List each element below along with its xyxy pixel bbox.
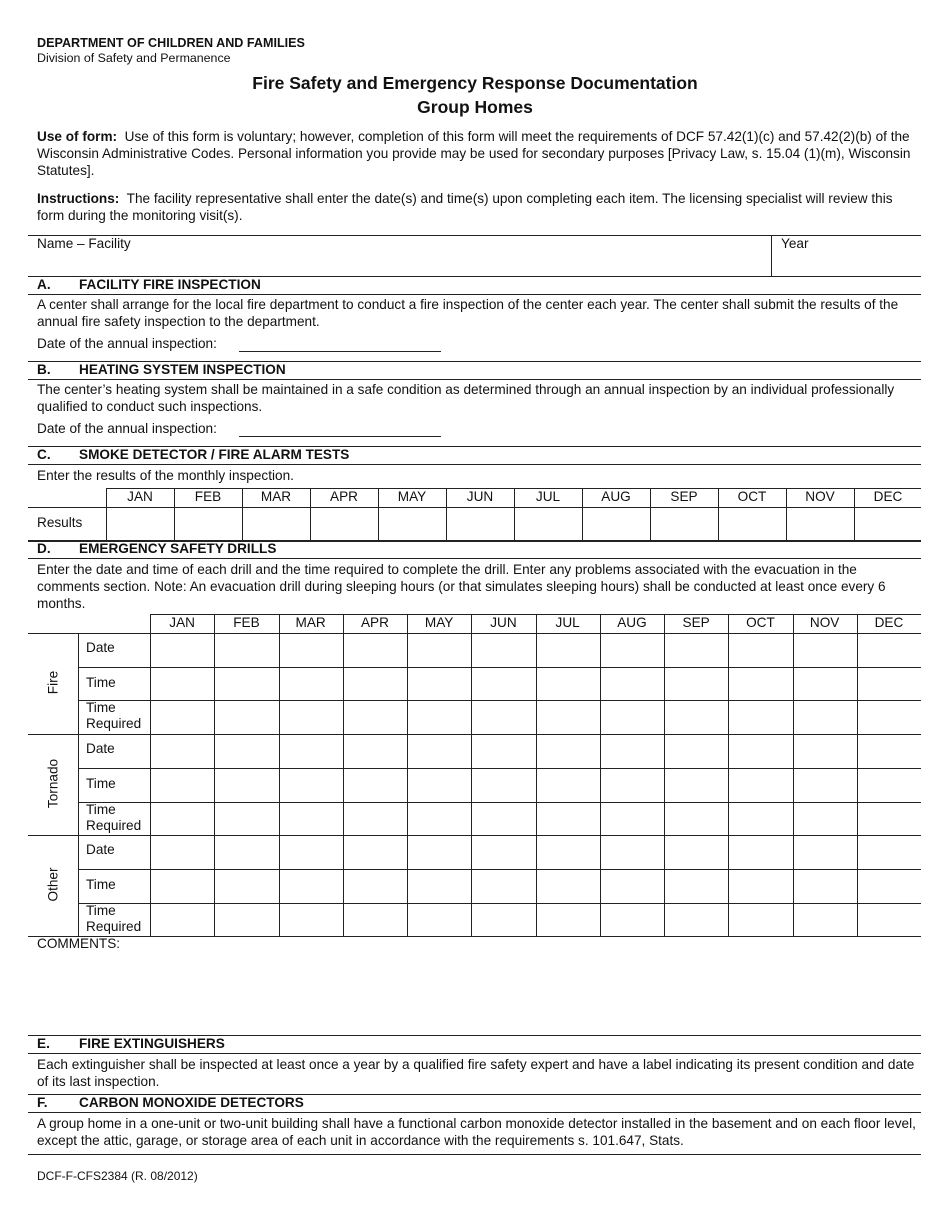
year-field[interactable]: Year: [781, 236, 809, 251]
section-a-bottom-rule: [28, 294, 921, 295]
section-d-text: Enter the date and time of each drill and the time required to complete the drill. Enter any problems associated with the evacuation in the comments section. Note: An evacuation drill during sleeping hours (or that simulates sleeping hours) shall be conducted at least once every 6 months.: [37, 562, 886, 611]
drill-cell-fire-jun[interactable]: [472, 701, 534, 733]
month-header-feb: FEB: [194, 489, 222, 504]
drill-cell-fire-mar[interactable]: [280, 701, 342, 733]
row-label-date: Date: [86, 741, 115, 757]
form-title: Fire Safety and Emergency Response Documentation: [252, 73, 698, 93]
drill-cell-tornado-dec[interactable]: [858, 769, 920, 801]
section-e-letter: E.: [37, 1036, 50, 1051]
section-e-title: FIRE EXTINGUISHERS: [79, 1036, 225, 1051]
drill-cell-other-mar[interactable]: [280, 904, 342, 936]
results-cell-nov[interactable]: [787, 508, 853, 539]
drill-cell-fire-jan[interactable]: [151, 701, 213, 733]
drill-cell-tornado-sep[interactable]: [665, 735, 727, 767]
drill-month-header-apr: APR: [360, 615, 389, 630]
section-a-date-label: Date of the annual inspection:: [37, 336, 217, 351]
drill-cell-fire-jul[interactable]: [537, 701, 599, 733]
section-b-title: HEATING SYSTEM INSPECTION: [79, 362, 286, 377]
drill-cell-fire-aug[interactable]: [601, 701, 663, 733]
results-cell-apr[interactable]: [311, 508, 377, 539]
drill-cell-other-jul[interactable]: [537, 870, 599, 902]
drill-cell-other-dec[interactable]: [858, 870, 920, 902]
table-d-rule: [28, 936, 921, 937]
section-f-title: CARBON MONOXIDE DETECTORS: [79, 1095, 304, 1110]
section-b-date-label: Date of the annual inspection:: [37, 421, 217, 436]
drill-cell-other-jul[interactable]: [537, 904, 599, 936]
row-label-date: Date: [86, 842, 115, 858]
use-of-form-paragraph: [37, 128, 917, 179]
group-label-fire: Fire: [45, 670, 61, 694]
drill-cell-other-apr[interactable]: [344, 870, 406, 902]
drill-cell-fire-apr[interactable]: [344, 668, 406, 700]
row-label-time: Time: [86, 876, 116, 892]
drill-cell-other-jan[interactable]: [151, 870, 213, 902]
drill-cell-fire-may[interactable]: [408, 668, 470, 700]
division-name: Division of Safety and Permanence: [37, 51, 231, 65]
drill-cell-other-feb[interactable]: [215, 904, 277, 936]
drill-month-header-jul: JUL: [555, 615, 580, 630]
drill-cell-tornado-aug[interactable]: [601, 735, 663, 767]
drill-cell-fire-mar[interactable]: [280, 668, 342, 700]
drill-cell-tornado-dec[interactable]: [858, 803, 920, 835]
month-header-sep: SEP: [670, 489, 698, 504]
section-e-bottom-rule: [28, 1053, 921, 1054]
name-facility-field[interactable]: Name – Facility: [37, 236, 131, 251]
drill-month-header-sep: SEP: [682, 615, 710, 630]
results-cell-may[interactable]: [379, 508, 445, 539]
drill-cell-tornado-mar[interactable]: [280, 803, 342, 835]
drill-cell-fire-jan[interactable]: [151, 668, 213, 700]
month-header-apr: APR: [330, 489, 358, 504]
section-b-bottom-rule: [28, 379, 921, 380]
drill-cell-fire-oct[interactable]: [729, 634, 791, 666]
results-cell-feb[interactable]: [175, 508, 241, 539]
results-cell-aug[interactable]: [583, 508, 649, 539]
drill-cell-tornado-oct[interactable]: [729, 803, 791, 835]
drill-cell-fire-dec[interactable]: [858, 668, 920, 700]
drill-month-header-may: MAY: [424, 615, 454, 630]
drill-cell-other-dec[interactable]: [858, 904, 920, 936]
drill-cell-fire-aug[interactable]: [601, 668, 663, 700]
table-d-col-rule: [78, 633, 79, 936]
drill-cell-tornado-apr[interactable]: [344, 803, 406, 835]
group-label-other: Other: [45, 867, 61, 902]
drill-cell-fire-apr[interactable]: [344, 634, 406, 666]
drill-cell-other-may[interactable]: [408, 870, 470, 902]
row-label-time-required: Time: [86, 902, 116, 918]
drill-cell-tornado-sep[interactable]: [665, 769, 727, 801]
section-e-text: Each extinguisher shall be inspected at least once a year by a qualified fire safety expert and have a label indicating its present condition and date of its last inspection.: [37, 1057, 915, 1089]
row-label-time: Time: [86, 775, 116, 791]
drill-cell-other-may[interactable]: [408, 904, 470, 936]
section-a-title: FACILITY FIRE INSPECTION: [79, 277, 261, 292]
section-f-text: A group home in a one-unit or two-unit building shall have a functional carbon monoxide detector installed in the basement and on each floor level, except the attic, garage, or storage area of each unit in accordance with the requirements s. 101.647, Stats.: [37, 1116, 916, 1148]
drill-cell-other-jun[interactable]: [472, 904, 534, 936]
drill-cell-other-feb[interactable]: [215, 870, 277, 902]
drill-cell-tornado-dec[interactable]: [858, 735, 920, 767]
drill-month-header-oct: OCT: [746, 615, 775, 630]
drill-cell-tornado-jun[interactable]: [472, 769, 534, 801]
instructions-paragraph: [37, 190, 917, 224]
drill-cell-other-nov[interactable]: [794, 870, 856, 902]
drill-cell-tornado-jun[interactable]: [472, 803, 534, 835]
results-cell-jun[interactable]: [447, 508, 513, 539]
drill-cell-other-oct[interactable]: [729, 836, 791, 868]
drill-cell-fire-dec[interactable]: [858, 701, 920, 733]
drill-cell-other-jun[interactable]: [472, 836, 534, 868]
drill-cell-fire-may[interactable]: [408, 701, 470, 733]
drill-cell-fire-nov[interactable]: [794, 701, 856, 733]
drill-cell-tornado-aug[interactable]: [601, 769, 663, 801]
section-d-letter: D.: [37, 541, 51, 556]
row-label-date: Date: [86, 640, 115, 655]
drill-cell-other-may[interactable]: [408, 836, 470, 868]
use-of-form-text: Use of this form is voluntary; however, completion of this form will meet the requirements of DCF 57.42(1)(c) and 57.42(2)(b) of the Wisconsin Administrative Codes. Personal information you provide may be used for secondary purposes [Privacy Law, s. 15.04 (1)(m), Wisconsin Statutes].: [37, 129, 911, 178]
form-subtitle: Group Homes: [417, 97, 533, 117]
results-row-label: Results: [37, 515, 83, 530]
drill-cell-tornado-mar[interactable]: [280, 769, 342, 801]
drill-cell-fire-aug[interactable]: [601, 634, 663, 666]
drill-cell-other-jan[interactable]: [151, 904, 213, 936]
section-b-date-input[interactable]: [239, 436, 441, 437]
section-c-text: Enter the results of the monthly inspection.: [37, 468, 294, 483]
instructions-label: Instructions:: [37, 191, 120, 206]
drill-cell-tornado-feb[interactable]: [215, 769, 277, 801]
month-header-jun: JUN: [466, 489, 494, 504]
drill-cell-fire-may[interactable]: [408, 634, 470, 666]
drill-cell-tornado-aug[interactable]: [601, 803, 663, 835]
drill-cell-other-mar[interactable]: [280, 870, 342, 902]
drill-month-header-aug: AUG: [617, 615, 647, 630]
drill-cell-fire-jul[interactable]: [537, 634, 599, 666]
drill-cell-tornado-jul[interactable]: [537, 803, 599, 835]
drill-cell-other-sep[interactable]: [665, 836, 727, 868]
row-label-time-required: Required: [86, 817, 142, 833]
results-cell-dec[interactable]: [855, 508, 921, 539]
section-c-title: SMOKE DETECTOR / FIRE ALARM TESTS: [79, 447, 350, 462]
drill-cell-fire-nov[interactable]: [794, 668, 856, 700]
results-cell-oct[interactable]: [719, 508, 785, 539]
results-cell-mar[interactable]: [243, 508, 309, 539]
drill-month-header-jun: JUN: [490, 615, 517, 630]
drill-month-header-mar: MAR: [295, 615, 326, 630]
results-cell-sep[interactable]: [651, 508, 717, 539]
drill-cell-fire-oct[interactable]: [729, 668, 791, 700]
drill-cell-tornado-oct[interactable]: [729, 735, 791, 767]
comments-label: COMMENTS:: [37, 936, 121, 951]
month-header-oct: OCT: [737, 489, 767, 504]
drill-cell-fire-sep[interactable]: [665, 701, 727, 733]
month-header-dec: DEC: [873, 489, 903, 504]
row-label-time-required: Required: [86, 918, 142, 934]
drill-cell-fire-feb[interactable]: [215, 668, 277, 700]
row-label-time-required: Time: [86, 801, 116, 817]
drill-cell-tornado-jan[interactable]: [151, 735, 213, 767]
month-header-mar: MAR: [260, 489, 292, 504]
drill-month-header-nov: NOV: [809, 615, 840, 630]
results-cell-jan[interactable]: [107, 508, 173, 539]
drill-cell-fire-jul[interactable]: [537, 668, 599, 700]
drill-cell-fire-jun[interactable]: [472, 668, 534, 700]
drill-cell-tornado-feb[interactable]: [215, 803, 277, 835]
drill-cell-tornado-nov[interactable]: [794, 769, 856, 801]
field-divider: [771, 235, 772, 276]
results-cell-jul[interactable]: [515, 508, 581, 539]
form-id: DCF-F-CFS2384 (R. 08/2012): [37, 1169, 198, 1183]
drill-cell-fire-jan[interactable]: [151, 634, 213, 666]
drill-cell-fire-mar[interactable]: [280, 634, 342, 666]
section-d-title: EMERGENCY SAFETY DRILLS: [79, 541, 277, 556]
section-f-letter: F.: [37, 1095, 48, 1110]
month-header-jul: JUL: [535, 489, 561, 504]
month-header-may: MAY: [397, 489, 427, 504]
drill-cell-other-aug[interactable]: [601, 870, 663, 902]
drill-cell-fire-feb[interactable]: [215, 701, 277, 733]
drill-cell-tornado-oct[interactable]: [729, 769, 791, 801]
drill-cell-tornado-apr[interactable]: [344, 735, 406, 767]
drill-month-header-dec: DEC: [874, 615, 904, 630]
drill-cell-tornado-apr[interactable]: [344, 769, 406, 801]
drill-cell-tornado-may[interactable]: [408, 769, 470, 801]
drill-cell-fire-sep[interactable]: [665, 668, 727, 700]
group-label-tornado: Tornado: [45, 758, 61, 808]
drill-cell-other-apr[interactable]: [344, 904, 406, 936]
drill-cell-fire-feb[interactable]: [215, 634, 277, 666]
drill-cell-other-jun[interactable]: [472, 870, 534, 902]
drill-cell-tornado-nov[interactable]: [794, 803, 856, 835]
drill-cell-other-mar[interactable]: [280, 836, 342, 868]
section-c-bottom-rule: [28, 464, 921, 465]
drill-cell-other-jul[interactable]: [537, 836, 599, 868]
month-header-nov: NOV: [805, 489, 835, 504]
drill-cell-fire-apr[interactable]: [344, 701, 406, 733]
drill-cell-other-sep[interactable]: [665, 870, 727, 902]
drill-cell-fire-sep[interactable]: [665, 634, 727, 666]
drill-cell-fire-oct[interactable]: [729, 701, 791, 733]
month-header-aug: AUG: [601, 489, 631, 504]
section-d-bottom-rule: [28, 558, 921, 559]
department-name: DEPARTMENT OF CHILDREN AND FAMILIES: [37, 36, 305, 50]
section-f-bottom-rule: [28, 1112, 921, 1113]
drill-cell-tornado-jun[interactable]: [472, 735, 534, 767]
row-label-time-required: Time: [86, 700, 116, 716]
drill-month-header-feb: FEB: [233, 615, 260, 630]
drill-cell-tornado-feb[interactable]: [215, 735, 277, 767]
drill-cell-tornado-jul[interactable]: [537, 769, 599, 801]
drill-cell-other-dec[interactable]: [858, 836, 920, 868]
drill-cell-other-aug[interactable]: [601, 836, 663, 868]
section-c-letter: C.: [37, 447, 51, 462]
row-label-time: Time: [86, 674, 116, 690]
drill-cell-fire-dec[interactable]: [858, 634, 920, 666]
section-a-text: A center shall arrange for the local fire department to conduct a fire inspection of the center each year. The center shall submit the results of the annual fire safety inspection to the department.: [37, 297, 899, 329]
instructions-text: The facility representative shall enter the date(s) and time(s) upon completing each item. The licensing specialist will review this form during the monitoring visit(s).: [37, 191, 893, 223]
use-of-form-label: Use of form:: [37, 129, 118, 144]
drill-cell-other-nov[interactable]: [794, 904, 856, 936]
comments-area[interactable]: [37, 954, 921, 1034]
month-header-jan: JAN: [127, 489, 153, 504]
drill-cell-tornado-jul[interactable]: [537, 735, 599, 767]
section-a-date-input[interactable]: [239, 351, 441, 352]
drill-cell-tornado-jan[interactable]: [151, 803, 213, 835]
drill-cell-tornado-jan[interactable]: [151, 769, 213, 801]
drill-cell-other-jan[interactable]: [151, 836, 213, 868]
drill-cell-fire-nov[interactable]: [794, 634, 856, 666]
drill-cell-tornado-sep[interactable]: [665, 803, 727, 835]
drill-cell-other-oct[interactable]: [729, 870, 791, 902]
drill-cell-other-apr[interactable]: [344, 836, 406, 868]
drill-month-header-jan: JAN: [169, 615, 195, 630]
section-f-end-rule: [28, 1154, 921, 1155]
drill-cell-other-sep[interactable]: [665, 904, 727, 936]
drill-cell-other-feb[interactable]: [215, 836, 277, 868]
drill-cell-tornado-may[interactable]: [408, 735, 470, 767]
section-b-letter: B.: [37, 362, 51, 377]
drill-cell-tornado-mar[interactable]: [280, 735, 342, 767]
drill-cell-fire-jun[interactable]: [472, 634, 534, 666]
row-label-time-required: Required: [86, 716, 142, 732]
drill-cell-tornado-nov[interactable]: [794, 735, 856, 767]
drill-cell-tornado-may[interactable]: [408, 803, 470, 835]
drill-cell-other-aug[interactable]: [601, 904, 663, 936]
drill-cell-other-nov[interactable]: [794, 836, 856, 868]
drill-cell-other-oct[interactable]: [729, 904, 791, 936]
section-a-letter: A.: [37, 277, 51, 292]
section-b-text: The center’s heating system shall be maintained in a safe condition as determined through an annual inspection by an individual professionally qualified to conduct such inspections.: [37, 382, 895, 414]
